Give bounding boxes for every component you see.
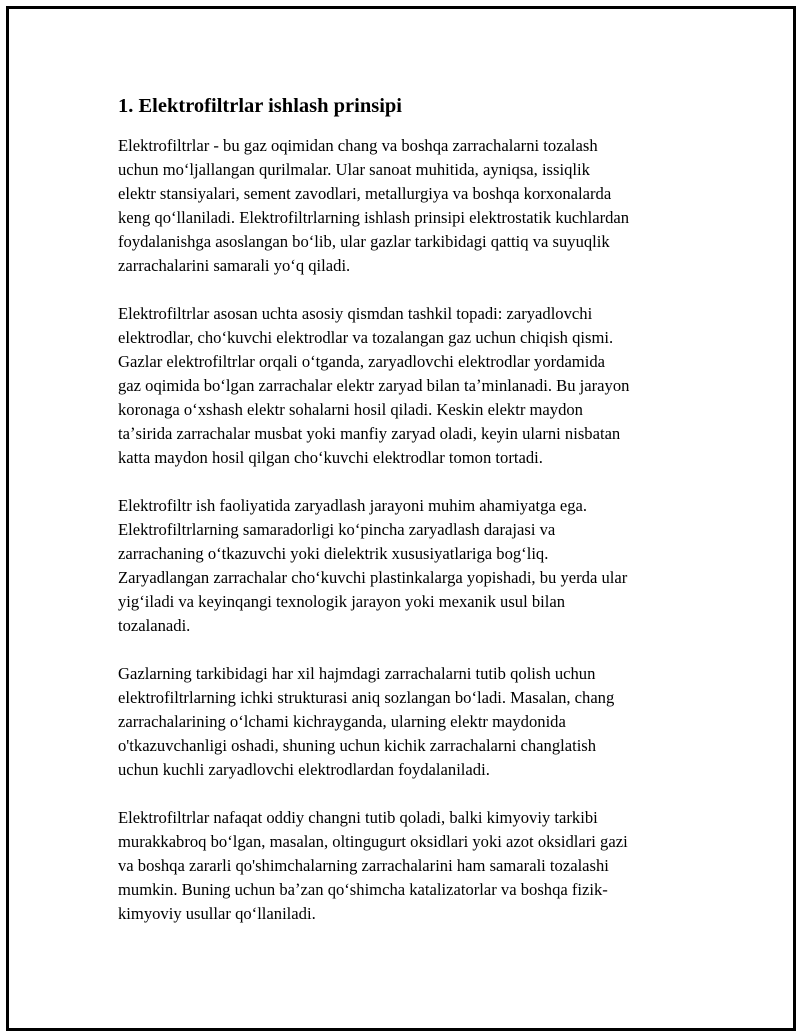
- text-line: tozalanadi.: [118, 616, 191, 635]
- text-line: keng qoʻllaniladi. Elektrofiltrlarning ishlash prinsipi elektrostatik kuchlardan: [118, 208, 630, 227]
- text-line: zarrachalarini samarali yoʻq qiladi.: [118, 256, 351, 275]
- document-body: [118, 92, 684, 950]
- paragraph: [118, 494, 684, 638]
- text-line: gaz oqimida boʻlgan zarrachalar elektr zaryad bilan taʼminlanadi. Bu jarayon: [118, 376, 630, 395]
- text-line: Elektrofiltrlar - bu gaz oqimidan chang va boshqa zarrachalarni tozalash: [118, 136, 598, 155]
- paragraph: [118, 302, 684, 470]
- text-line: zarrachaning oʻtkazuvchi yoki dielektrik xususiyatlariga bogʻliq.: [118, 544, 549, 563]
- document-title: 1. Elektrofiltrlar ishlash prinsipi: [118, 95, 403, 117]
- text-line: mumkin. Buning uchun baʼzan qoʻshimcha katalizatorlar va boshqa fizik-: [118, 880, 608, 899]
- text-line: elektrodlar, choʻkuvchi elektrodlar va tozalangan gaz uchun chiqish qismi.: [118, 328, 614, 347]
- text-line: Gazlar elektrofiltrlar orqali oʻtganda, zaryadlovchi elektrodlar yordamida: [118, 352, 605, 371]
- text-line: elektrofiltrlarning ichki strukturasi aniq sozlangan boʻladi. Masalan, chang: [118, 688, 615, 707]
- paragraph: [118, 806, 684, 926]
- text-line: Elektrofiltrlar nafaqat oddiy changni tutib qoladi, balki kimyoviy tarkibi: [118, 808, 598, 827]
- text-line: uchun moʻljallangan qurilmalar. Ular sanoat muhitida, ayniqsa, issiqlik: [118, 160, 590, 179]
- text-line: katta maydon hosil qilgan choʻkuvchi elektrodlar tomon tortadi.: [118, 448, 543, 467]
- text-line: yigʻiladi va keyinqangi texnologik jarayon yoki mexanik usul bilan: [118, 592, 566, 611]
- text-line: elektr stansiyalari, sement zavodlari, metallurgiya va boshqa korxonalarda: [118, 184, 612, 203]
- text-line: Elektrofiltrlarning samaradorligi koʻpincha zaryadlash darajasi va: [118, 520, 556, 539]
- text-line: Elektrofiltr ish faoliyatida zaryadlash jarayoni muhim ahamiyatga ega.: [118, 496, 588, 515]
- text-line: Gazlarning tarkibidagi har xil hajmdagi zarrachalarni tutib qolish uchun: [118, 664, 596, 683]
- paragraph: [118, 662, 684, 782]
- text-line: va boshqa zararli qo'shimchalarning zarrachalarini ham samarali tozalashi: [118, 856, 609, 875]
- text-line: zarrachalarining oʻlchami kichrayganda, ularning elektr maydonida: [118, 712, 566, 731]
- text-line: murakkabroq boʻlgan, masalan, oltingugurt oksidlari yoki azot oksidlari gazi: [118, 832, 628, 851]
- text-line: taʼsirida zarrachalar musbat yoki manfiy zaryad oladi, keyin ularni nisbatan: [118, 424, 621, 443]
- text-line: koronaga oʻxshash elektr sohalarni hosil qiladi. Keskin elektr maydon: [118, 400, 583, 419]
- paragraph: [118, 134, 684, 278]
- text-line: foydalanishga asoslangan boʻlib, ular gazlar tarkibidagi qattiq va suyuqlik: [118, 232, 610, 251]
- text-line: o'tkazuvchanligi oshadi, shuning uchun kichik zarrachalarni changlatish: [118, 736, 597, 755]
- text-line: Elektrofiltrlar asosan uchta asosiy qismdan tashkil topadi: zaryadlovchi: [118, 304, 593, 323]
- text-line: Zaryadlangan zarrachalar choʻkuvchi plastinkalarga yopishadi, bu yerda ular: [118, 568, 628, 587]
- text-line: kimyoviy usullar qoʻllaniladi.: [118, 904, 316, 923]
- text-line: uchun kuchli zaryadlovchi elektrodlardan foydalaniladi.: [118, 760, 490, 779]
